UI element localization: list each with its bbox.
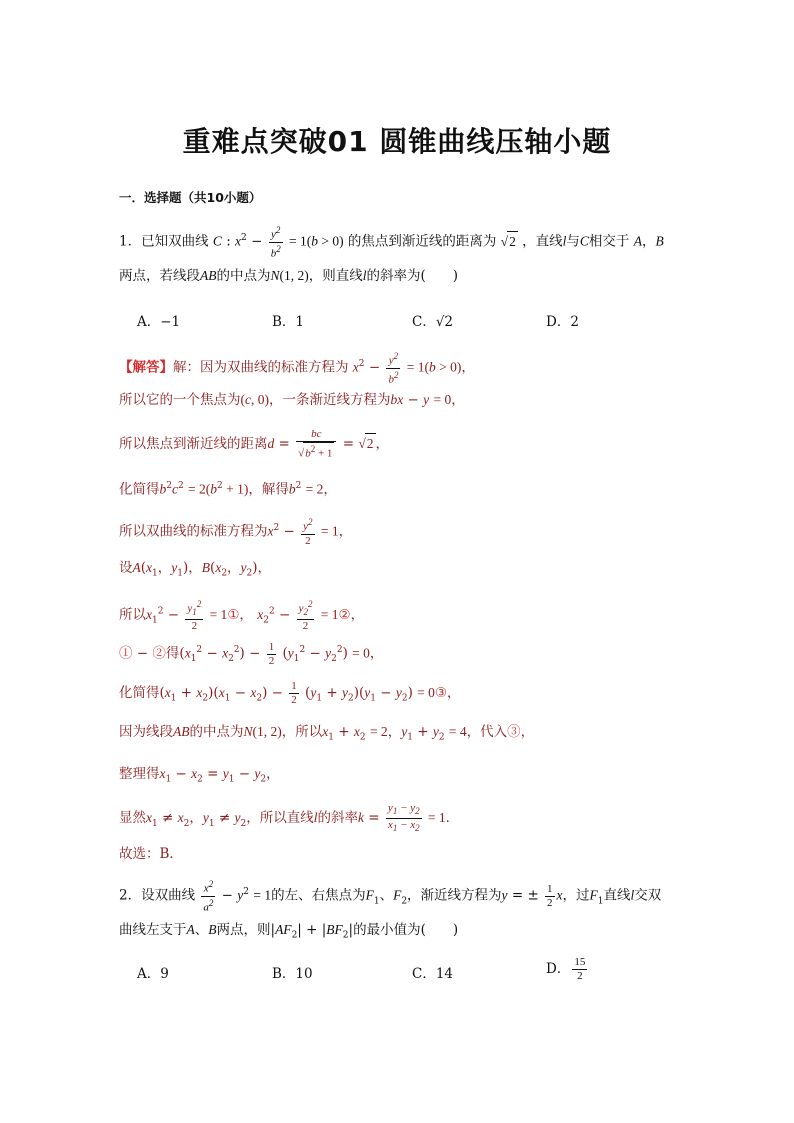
question-2-option-c[interactable]: C．14: [412, 966, 454, 982]
solution-line-12: 显然$x_1 \ne x_2$，$y_1 \ne y_2$，所以直线l的斜率k = $\frac{y_1 - y_2}{x_1 - x_2}$ = 1．: [119, 802, 460, 834]
solution-line-3: 所以焦点到渐近线的距离d = $\frac{bc}{√b^2 + 1}$ = √2 ，: [119, 428, 389, 460]
solution-line-9: 化简得$(x_1 + x_2)(x_1 - x_2)$ − $\frac{1}{2}$ $(y_1 + y_2)(y_1 - y_2)$ = 0③，: [119, 680, 461, 706]
section-heading: 一．选择题（共10小题）: [119, 190, 262, 205]
question-2-option-d[interactable]: D． $\frac{15}{2}$: [546, 956, 586, 982]
solution-line-4: 化简得$b^2c^2 = 2(b^2 + 1)$，解得$b^2 = 2$，: [119, 481, 337, 498]
solution-line-8: ① − ②得$(x_1^2 - x_2^2)$ − $\frac{1}{2}$ $(y_1^2 - y_2^2) = 0$，: [119, 640, 384, 667]
question-1-stem-line-1: 1．已知双曲线 C : $x^2$ − $\frac{y^2}{b^2}$ = 1(b > 0) 的焦点到渐近线的距离为 √2 ，直线l与C相交于 A，B: [119, 225, 664, 260]
solution-line-2: 所以它的一个焦点为(c, 0)，一条渐近线方程为bx − y = 0，: [119, 392, 465, 408]
question-2-option-a[interactable]: A．9: [137, 966, 169, 982]
question-2-stem-line-1: 2．设双曲线 $\frac{x^2}{a^2}$ − $y^2 = 1$的左、右焦点为$F_1$、$F_2$，渐近线方程为y = ± $\frac{1}{2}$ x，过$F_1$直线l交双: [119, 879, 662, 914]
page-title: 重难点突破01 圆锥曲线压轴小题: [182, 125, 612, 158]
question-1-stem-line-2: 两点，若线段AB的中点为N(1, 2)，则直线l的斜率为( ): [119, 268, 459, 284]
question-1-option-b[interactable]: B．1: [272, 314, 305, 330]
question-1-option-a[interactable]: A．−1: [137, 314, 181, 330]
solution-line-13: 故选：B．: [119, 846, 183, 862]
solution-line-5: 所以双曲线的标准方程为$x^2$ − $\frac{y^2}{2}$ = 1，: [119, 517, 353, 547]
question-2-stem-line-2: 曲线左支于A、B两点，则$|AF_2| + |BF_2|$的最小值为( ): [119, 922, 459, 941]
solution-line-10: 因为线段AB的中点为N(1, 2)，所以$x_1 + x_2 = 2$，$y_1 + y_2 = 4$，代入③，: [119, 724, 535, 743]
solution-line-1: 【解答】解：因为双曲线的标准方程为 $x^2$ − $\frac{y^2}{b^2}$ = 1(b > 0)，: [119, 351, 475, 386]
solution-line-11: 整理得$x_1 - x_2 = y_1 - y_2$，: [119, 766, 280, 785]
question-1-option-d[interactable]: D．2: [546, 314, 579, 330]
solution-line-7: 所以$x_1^2$ − $\frac{y_1^2}{2}$ = 1①， $x_2^2$ − $\frac{y_2^2}{2}$ = 1②，: [119, 599, 365, 632]
question-2-option-b[interactable]: B．10: [272, 966, 313, 982]
question-1-option-c[interactable]: C．√2: [412, 314, 454, 330]
solution-line-6: 设$A(x_1$，$y_1$)，$B(x_2$，$y_2$)，: [119, 560, 272, 579]
